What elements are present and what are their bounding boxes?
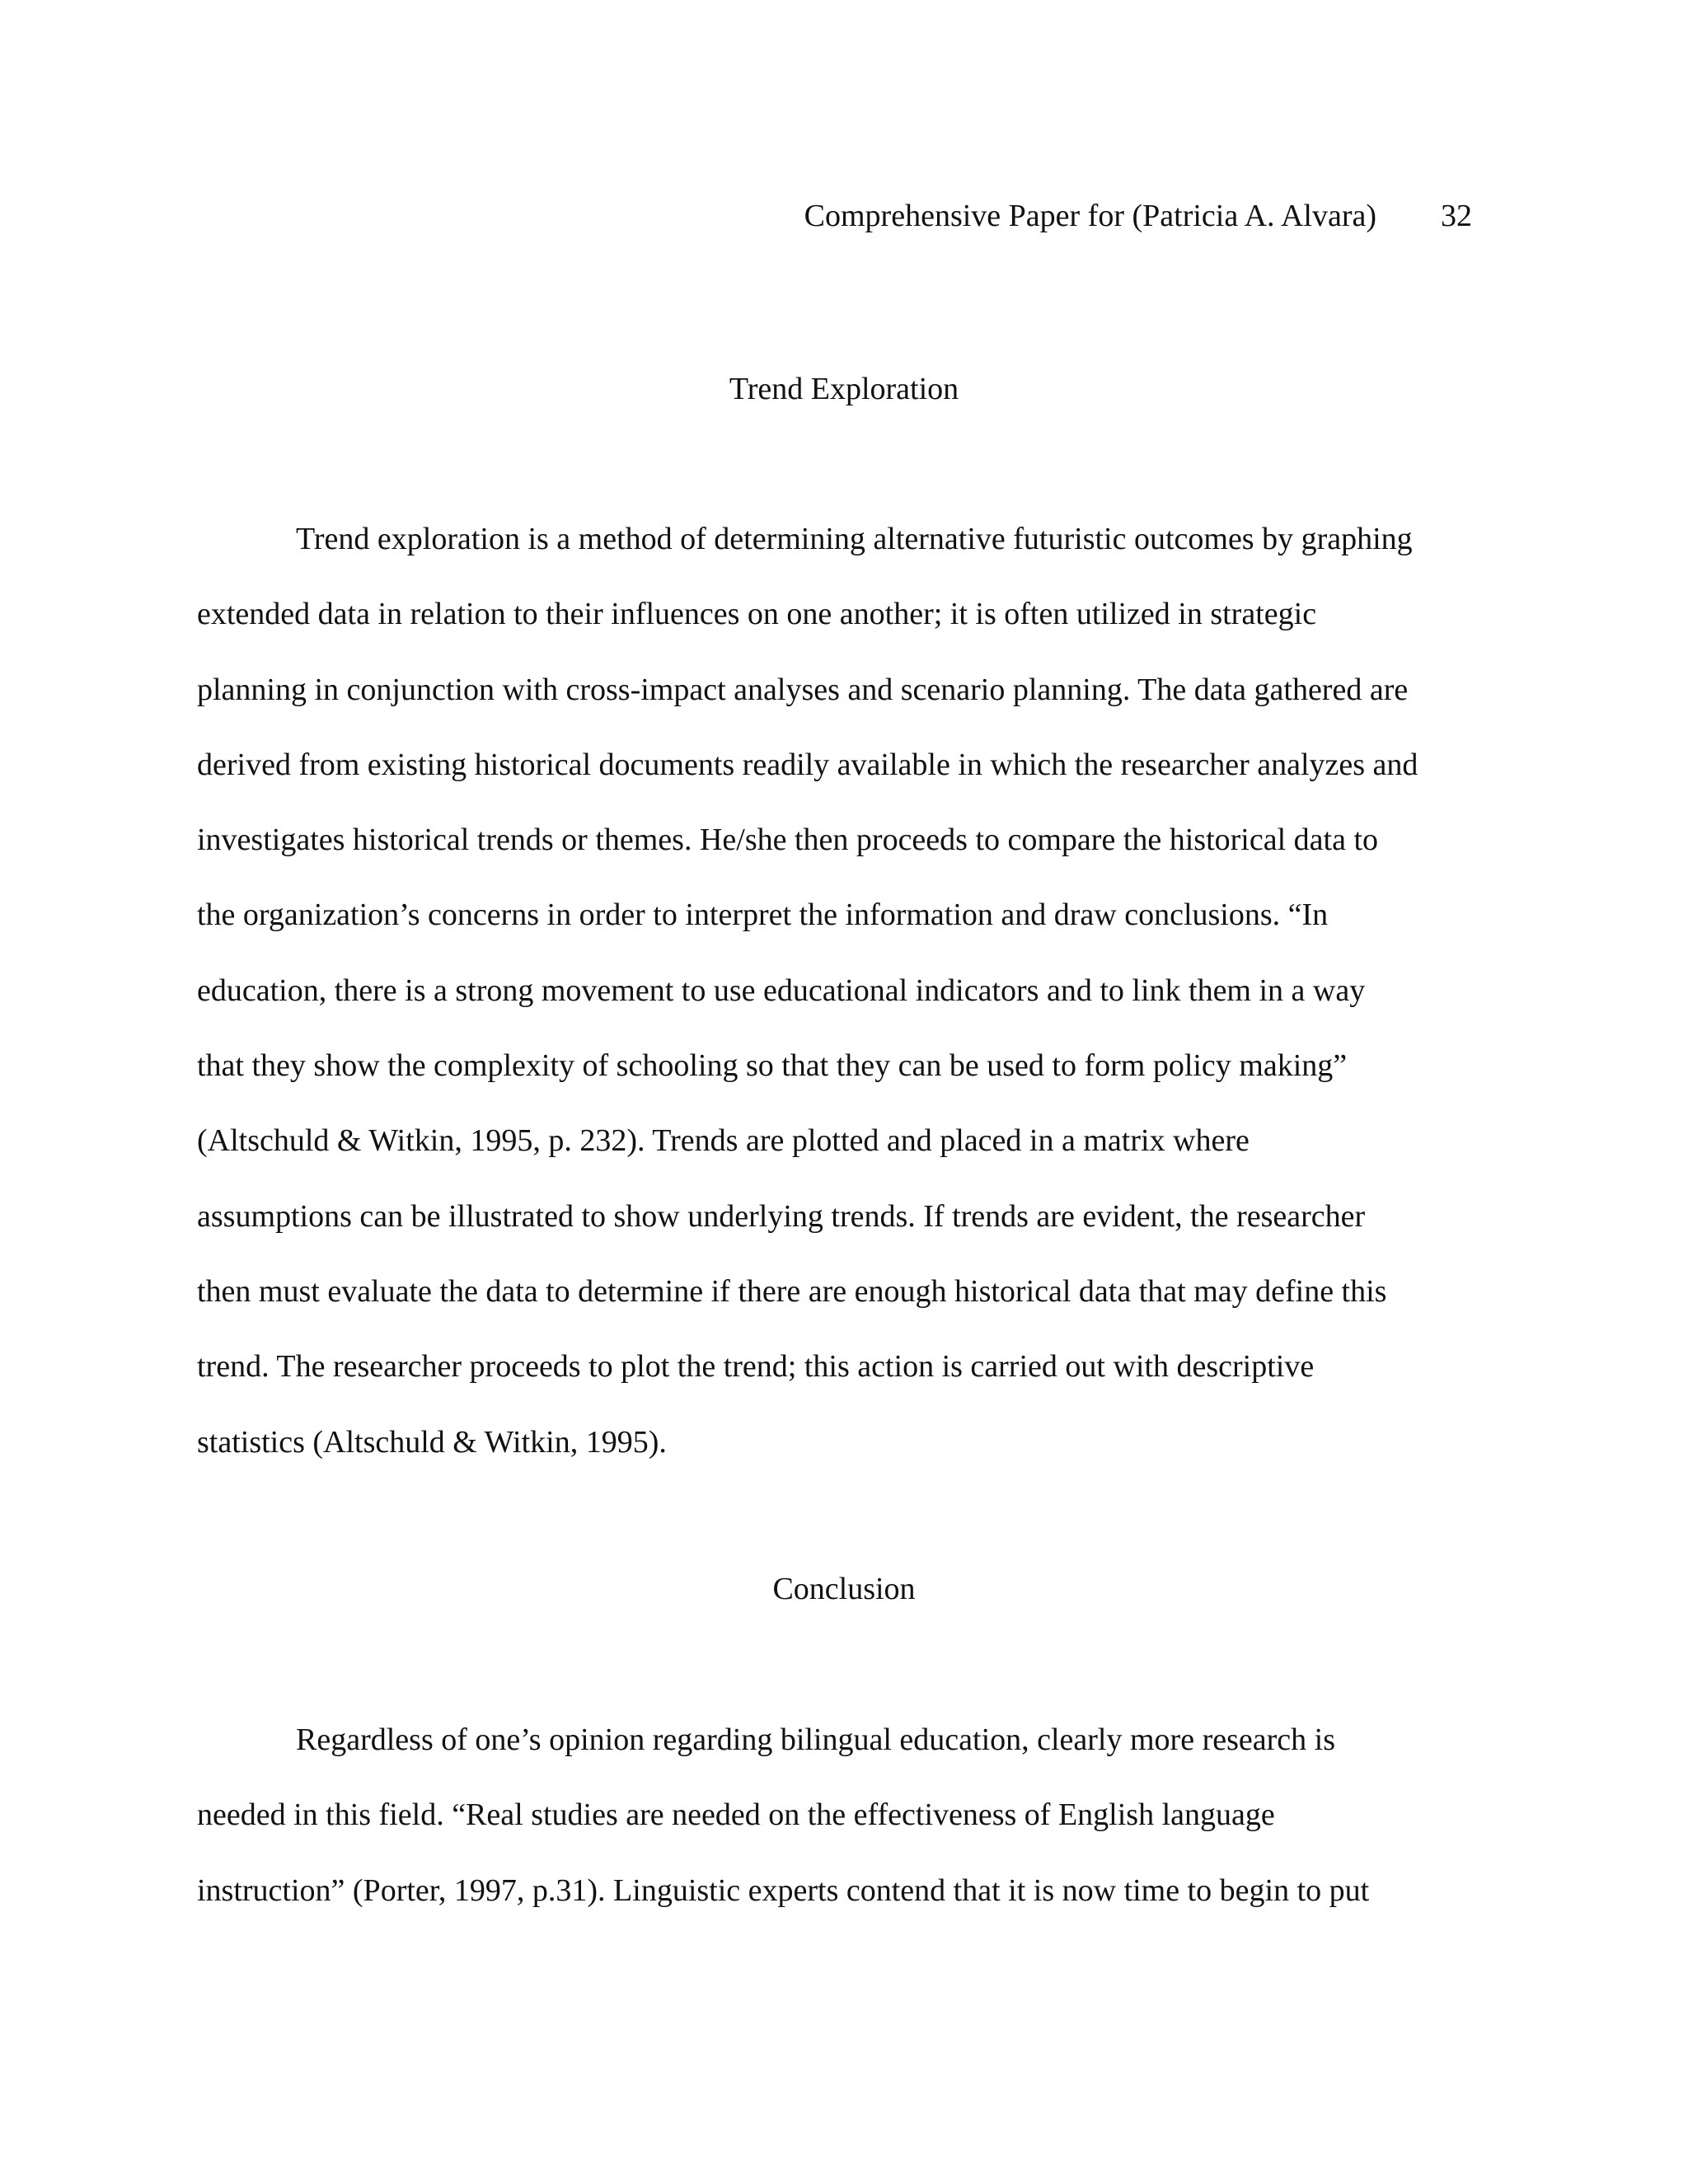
paragraph-line: that they show the complexity of schooling so that they can be used to form policy making” (197, 1048, 1348, 1084)
page-number: 32 (1441, 199, 1472, 233)
section-heading-conclusion: Conclusion (772, 1572, 916, 1606)
section-heading-trend-exploration: Trend Exploration (729, 372, 959, 406)
paragraph-line: needed in this field. “Real studies are needed on the effectiveness of English language (197, 1797, 1275, 1833)
paragraph-line: then must evaluate the data to determine if there are enough historical data that may define this (197, 1273, 1387, 1309)
running-head (804, 196, 1472, 236)
paragraph-line: education, there is a strong movement to use educational indicators and to link them in a way (197, 972, 1366, 1008)
running-head-title: Comprehensive Paper for (Patricia A. Alvara) (804, 199, 1376, 233)
paragraph-line: derived from existing historical documents readily available in which the researcher analyzes and (197, 747, 1418, 782)
paragraph-line: investigates historical trends or themes. He/she then proceeds to compare the historical data to (197, 823, 1378, 858)
paragraph-line: extended data in relation to their influences on one another; it is often utilized in strategic (197, 597, 1317, 632)
paragraph-line: trend. The researcher proceeds to plot the trend; this action is carried out with descriptive (197, 1349, 1315, 1385)
paragraph-line: (Altschuld & Witkin, 1995, p. 232). Trends are plotted and placed in a matrix where (197, 1123, 1250, 1159)
paragraph-line: instruction” (Porter, 1997, p.31). Linguistic experts contend that it is now time to begin to put (197, 1872, 1370, 1908)
paragraph-line: Regardless of one’s opinion regarding bilingual education, clearly more research is (296, 1722, 1335, 1757)
trend-exploration-paragraph (197, 519, 1483, 1497)
paragraph-line: planning in conjunction with cross-impact analyses and scenario planning. The data gathered are (197, 672, 1409, 707)
paragraph-line: assumptions can be illustrated to show underlying trends. If trends are evident, the researcher (197, 1198, 1366, 1234)
paragraph-line: statistics (Altschuld & Witkin, 1995). (197, 1424, 667, 1460)
paragraph-line: Trend exploration is a method of determining alternative futuristic outcomes by graphing (296, 522, 1413, 556)
paragraph-line: the organization’s concerns in order to interpret the information and draw conclusions. “In (197, 898, 1329, 933)
conclusion-paragraph (197, 1720, 1483, 1946)
